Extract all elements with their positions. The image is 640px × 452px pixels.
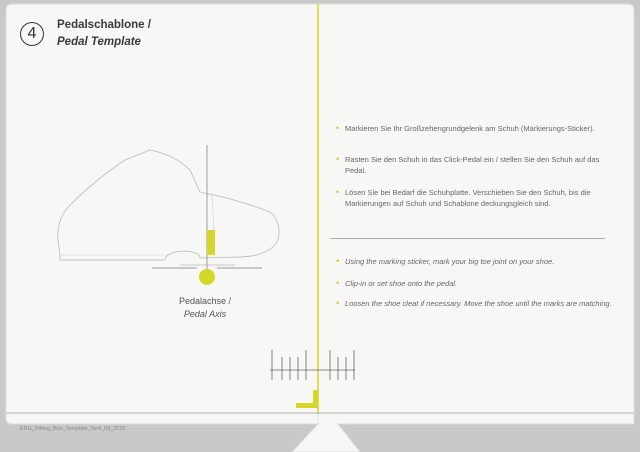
instruction-en-2 bbox=[336, 278, 615, 289]
cleat-mark bbox=[207, 230, 215, 255]
bullet-icon: • bbox=[336, 278, 340, 288]
section-divider bbox=[330, 238, 605, 239]
instruction-text: Loosen the shoe cleat if necessary. Move the shoe until the marks are matching. bbox=[345, 299, 612, 308]
card-shape bbox=[6, 4, 634, 452]
page-title-de: Pedalschablone / bbox=[57, 19, 151, 31]
pedal-axis-label-de: Pedalachse / bbox=[178, 296, 232, 306]
instruction-de-3 bbox=[336, 187, 615, 209]
instruction-de-1 bbox=[336, 123, 615, 134]
bullet-icon: • bbox=[336, 123, 340, 133]
page-title-en: Pedal Template bbox=[57, 36, 141, 48]
step-number-badge: 4 bbox=[20, 22, 44, 46]
bullet-icon: • bbox=[336, 187, 340, 197]
bullet-icon: • bbox=[336, 298, 340, 308]
instruction-text: Clip-in or set shoe onto the pedal. bbox=[345, 279, 458, 288]
instruction-de-2 bbox=[336, 154, 615, 176]
instruction-text: Using the marking sticker, mark your big toe joint on your shoe. bbox=[345, 257, 555, 266]
bullet-icon: • bbox=[336, 154, 340, 164]
instruction-text: Rasten Sie den Schuh in das Click-Pedal ein / stellen Sie den Schuh auf das Pedal. bbox=[345, 155, 600, 175]
instruction-en-1 bbox=[336, 256, 615, 267]
pedal-axis-label-en: Pedal Axis bbox=[183, 309, 227, 319]
instruction-text: Markieren Sie Ihr Großzehengrundgelenk am Schuh (Markierungs-Sticker). bbox=[345, 124, 595, 133]
footer-code: ERG_Fitting_Box_Template_No4_03_2015 bbox=[20, 426, 126, 432]
bullet-icon: • bbox=[336, 256, 340, 266]
instruction-en-3 bbox=[336, 298, 615, 309]
instruction-text: Lösen Sie bei Bedarf die Schuhplatte. Verschieben Sie den Schuh, bis die Markierungen auf Schuh und Schablone deckungsgleich sind. bbox=[345, 188, 591, 208]
pedal-axis-circle bbox=[199, 269, 215, 285]
